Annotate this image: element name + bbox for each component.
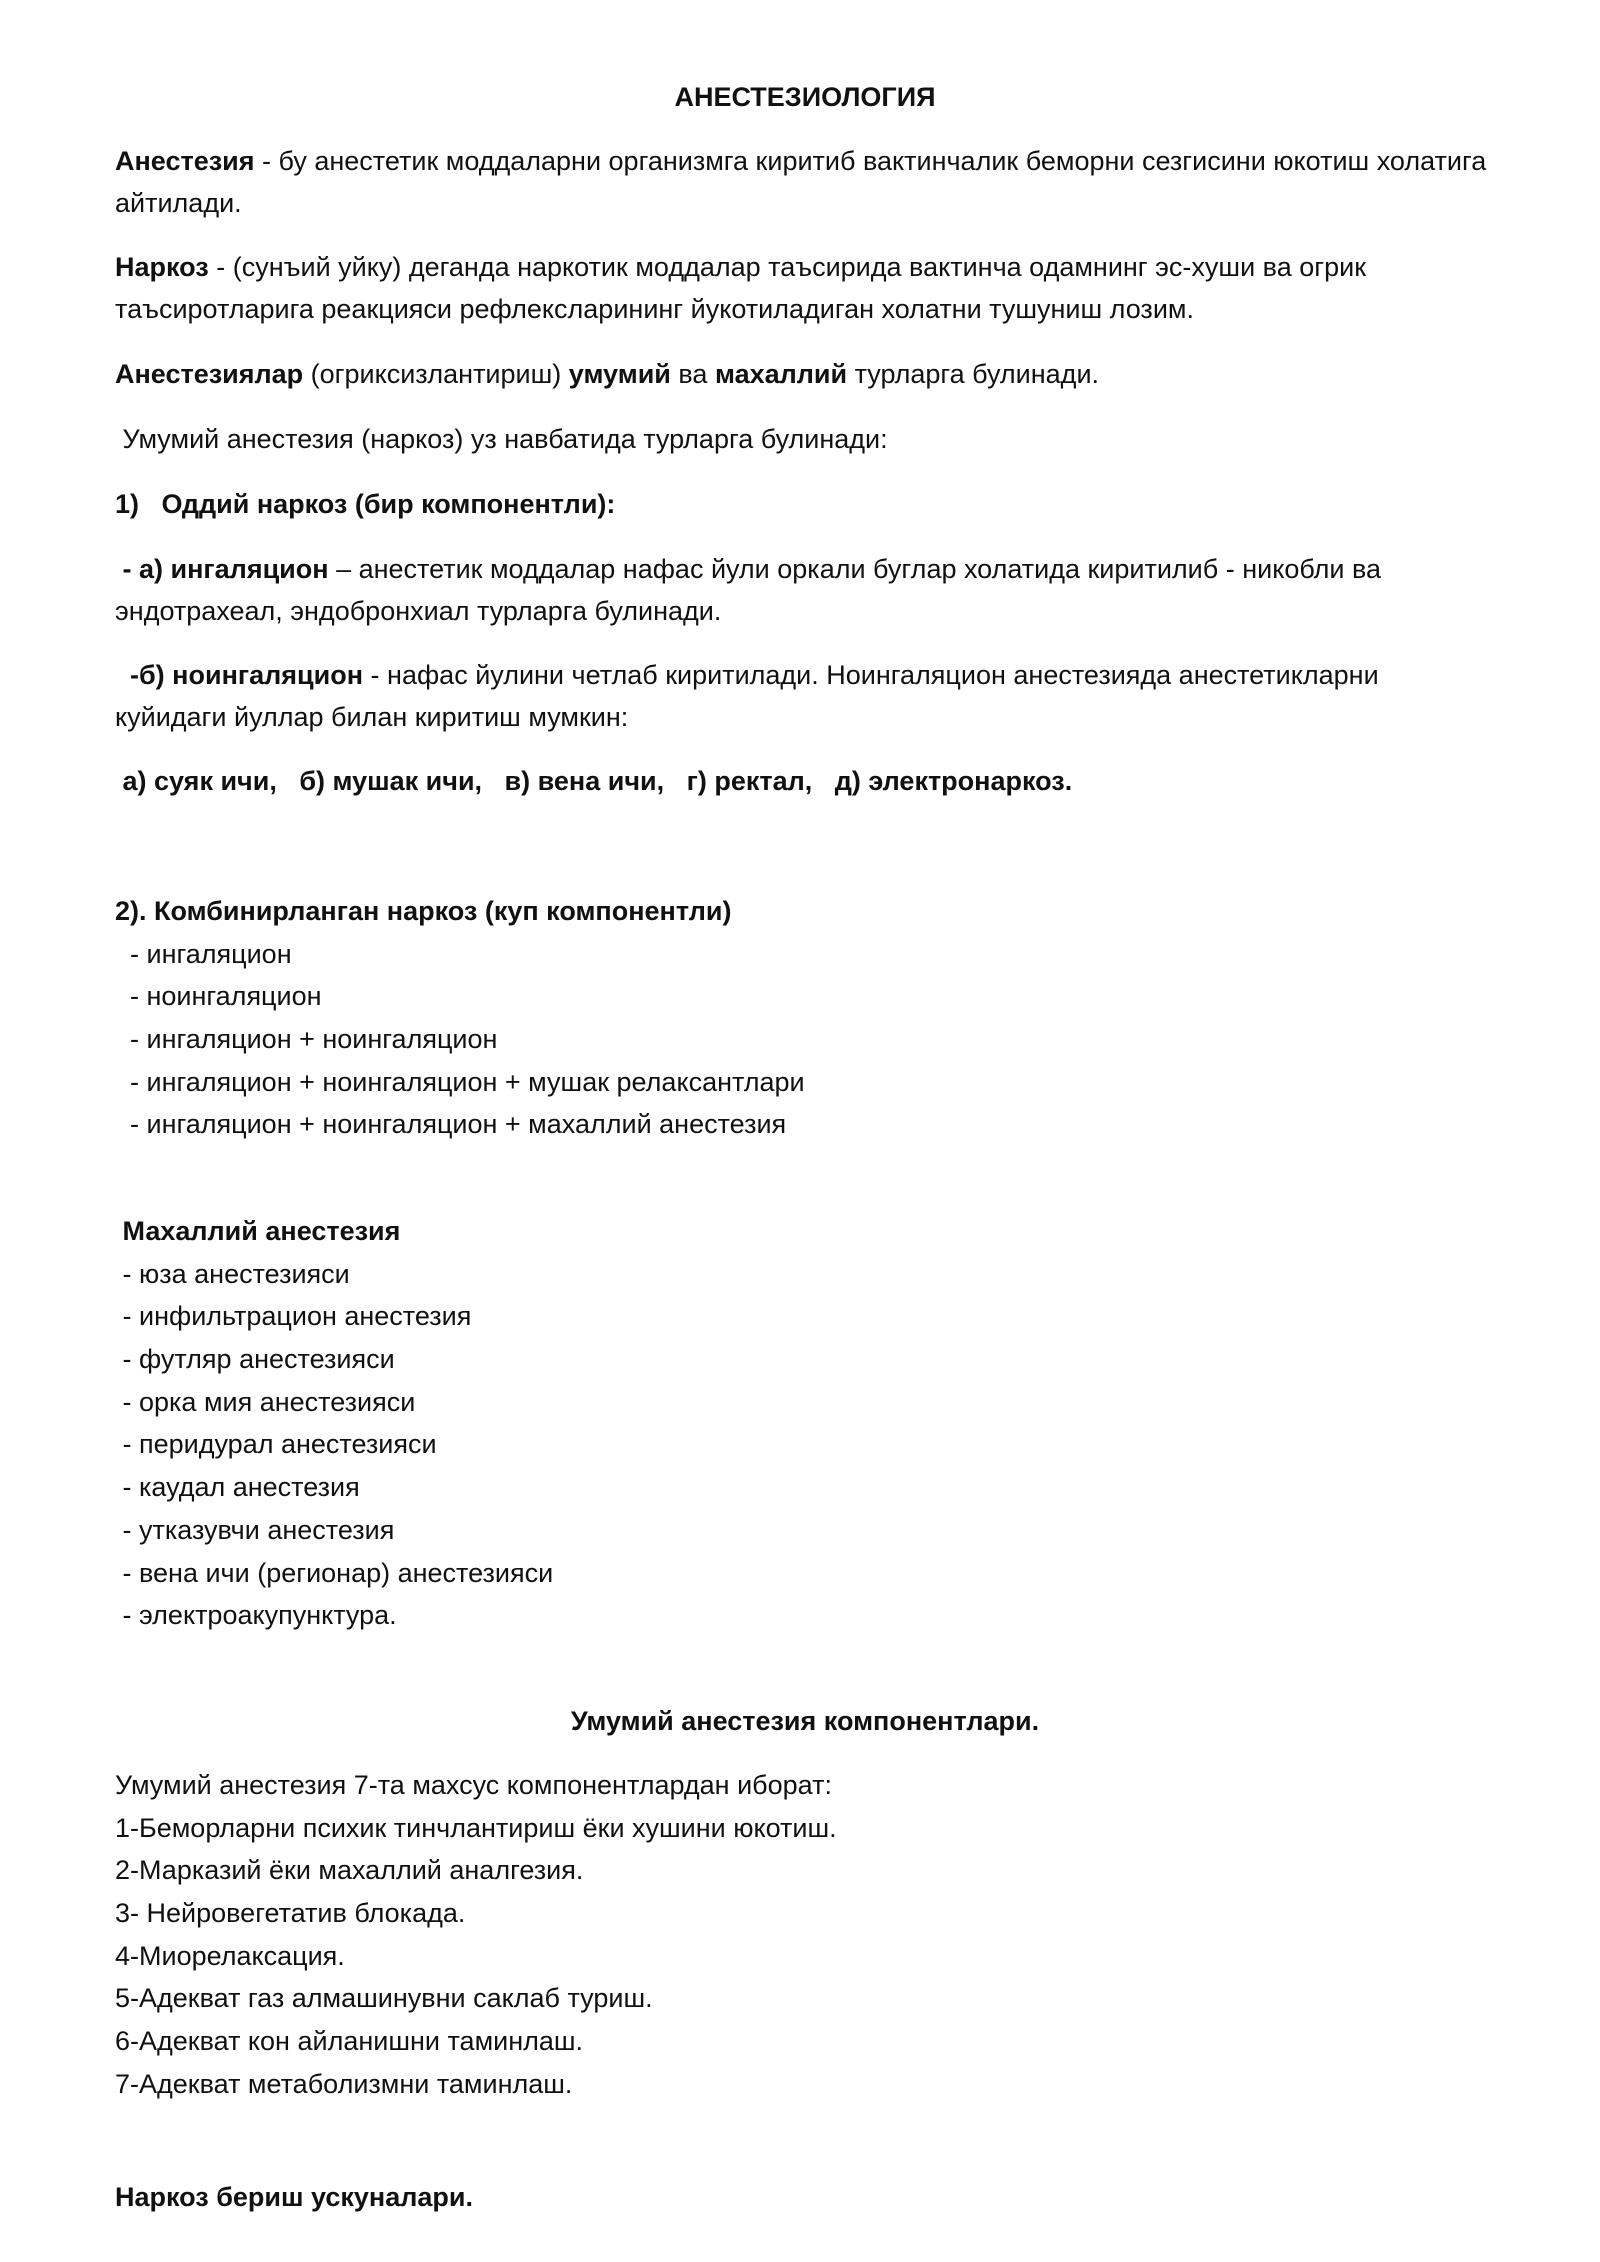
list-item: - футляр анестезияси bbox=[115, 1344, 395, 1375]
list-item: 3- Нейровегетатив блокада. bbox=[115, 1898, 466, 1929]
types-text-1: (огриксизлантириш) bbox=[303, 359, 569, 389]
list-item: - ингаляцион bbox=[115, 938, 292, 969]
list-item: 4-Миорелаксация. bbox=[115, 1940, 345, 1971]
list-item: 7-Адекват метаболизмни таминлаш. bbox=[115, 2068, 573, 2099]
list-item: - электроакупунктура. bbox=[115, 1600, 397, 1631]
list-item: - вена ичи (регионар) анестезияси bbox=[115, 1557, 554, 1588]
inhalation-text: – анестетик моддалар нафас йули оркали буглар холатида киритилиб - никобли ва эндотрахеал, эндобронхиал турларга булинади. bbox=[115, 554, 1381, 626]
list-item: 5-Адекват газ алмашинувни саклаб туриш. bbox=[115, 1983, 653, 2014]
paragraph-anesthesia-types bbox=[115, 353, 1495, 395]
list-item: - юза анестезияси bbox=[115, 1258, 350, 1289]
routes-list: а) суяк ичи, б) мушак ичи, в) вена ичи, г) ректал, д) электронаркоз. bbox=[115, 766, 1073, 796]
heading-simple-narcosis: 1) Оддий наркоз (бир компонентли): bbox=[115, 489, 616, 519]
document-title: АНЕСТЕЗИОЛОГИЯ bbox=[674, 82, 936, 112]
list-item: - инфильтрацион анестезия bbox=[115, 1301, 472, 1332]
list-item: - перидурал анестезияси bbox=[115, 1429, 437, 1460]
term-inhalation: - а) ингаляцион bbox=[115, 554, 329, 584]
list-item: 2-Марказий ёки махаллий аналгезия. bbox=[115, 1855, 584, 1886]
term-anesthesias: Анестезиялар bbox=[115, 359, 304, 389]
combined-narcosis-section bbox=[115, 890, 1495, 1146]
term-narcosis: Наркоз bbox=[115, 252, 209, 282]
types-text-2: ва bbox=[670, 359, 715, 389]
paragraph-non-inhalation bbox=[115, 654, 1495, 738]
list-item: - ингаляцион + ноингаляцион bbox=[115, 1024, 498, 1055]
term-local: махаллий bbox=[714, 359, 848, 389]
narcosis-definition-text: - (сунъий уйку) деганда наркотик моддалар таъсирида вактинча одамнинг эс-хуши ва огрик таъсиротларига реакцияси рефлексларининг йукотиладиган холатни тушуниш лозим. bbox=[115, 252, 1367, 324]
term-anesthesia: Анестезия bbox=[115, 146, 255, 176]
list-item: - каудал анестезия bbox=[115, 1472, 360, 1503]
list-item: - орка мия анестезияси bbox=[115, 1386, 416, 1417]
term-general: умумий bbox=[568, 359, 671, 389]
components-heading: Умумий анестезия компонентлари. bbox=[570, 1706, 1040, 1736]
list-item: 6-Адекват кон айланишни таминлаш. bbox=[115, 2026, 584, 2057]
list-item: 1-Беморларни психик тинчлантириш ёки хушини юкотиш. bbox=[115, 1812, 837, 1843]
list-item: - ноингаляцион bbox=[115, 981, 322, 1012]
list-item: Умумий анестезия 7-та махсус компонентлардан иборат: bbox=[115, 1770, 832, 1800]
local-anesthesia-heading: Махаллий анестезия bbox=[115, 1216, 401, 1246]
combined-narcosis-heading: 2). Комбинирланган наркоз (куп компонентли) bbox=[115, 896, 732, 926]
components-section bbox=[115, 1764, 1495, 2106]
list-item: - ингаляцион + ноингаляцион + мушак релаксантлари bbox=[115, 1066, 805, 1097]
anesthesia-definition-text: - бу анестетик моддаларни организмга киритиб вактинчалик беморни сезгисини юкотиш холатига айтилади. bbox=[115, 146, 1487, 218]
paragraph-anesthesia-definition bbox=[115, 140, 1495, 224]
list-item: - утказувчи анестезия bbox=[115, 1514, 395, 1545]
non-inhalation-text: - нафас йулини четлаб киритилади. Ноингаляцион анестезияда анестетикларни куйидаги йуллар билан киритиш мумкин: bbox=[115, 660, 1379, 732]
term-non-inhalation: -б) ноингаляцион bbox=[115, 660, 364, 690]
paragraph-narcosis-definition bbox=[115, 246, 1495, 330]
types-text-3: турларга булинади. bbox=[847, 359, 1100, 389]
paragraph-inhalation bbox=[115, 548, 1495, 632]
local-anesthesia-section bbox=[115, 1210, 1495, 1637]
list-item: - ингаляцион + ноингаляцион + махаллий анестезия bbox=[115, 1109, 787, 1140]
equipment-heading: Наркоз бериш ускуналари. bbox=[115, 2182, 473, 2212]
paragraph-general-types: Умумий анестезия (наркоз) уз навбатида турларга булинади: bbox=[115, 424, 888, 454]
